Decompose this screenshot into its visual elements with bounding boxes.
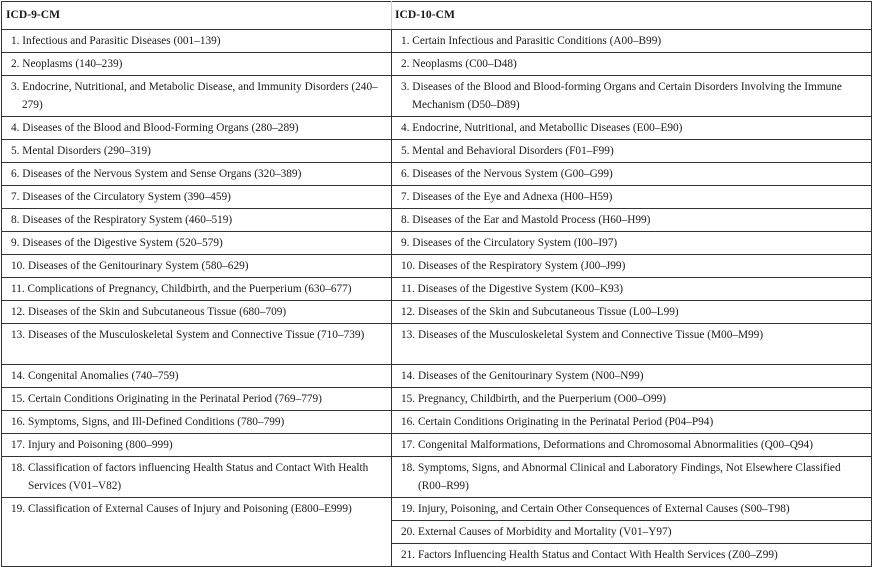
table-row xyxy=(2,140,872,163)
icd9-cell: 1. Infectious and Parasitic Diseases (001–139) xyxy=(2,30,392,53)
icd9-cell: 13. Diseases of the Musculoskeletal System and Connective Tissue (710–739) xyxy=(2,324,392,365)
icd10-cell: 20. External Causes of Morbidity and Mortality (V01–Y97) xyxy=(392,521,872,544)
icd9-cell: 16. Symptoms, Signs, and Ill-Defined Conditions (780–799) xyxy=(2,411,392,434)
icd9-cell: 3. Endocrine, Nutritional, and Metabolic Disease, and Immunity Disorders (240–279) xyxy=(2,76,392,117)
icd10-cell: 8. Diseases of the Ear and Mastold Process (H60–H99) xyxy=(392,209,872,232)
icd9-cell: 19. Classification of External Causes of Injury and Poisoning (E800–E999) xyxy=(2,498,392,567)
icd10-cell: 18. Symptoms, Signs, and Abnormal Clinical and Laboratory Findings, Not Elsewhere Classified (R00–R99) xyxy=(392,457,872,498)
table-row xyxy=(2,117,872,140)
header-icd9: ICD-9-CM xyxy=(2,2,392,30)
icd9-cell: 10. Diseases of the Genitourinary System (580–629) xyxy=(2,255,392,278)
icd-comparison-table xyxy=(1,1,872,567)
icd10-cell: 14. Diseases of the Genitourinary System (N00–N99) xyxy=(392,365,872,388)
icd10-cell: 9. Diseases of the Circulatory System (I00–I97) xyxy=(392,232,872,255)
icd10-cell: 2. Neoplasms (C00–D48) xyxy=(392,53,872,76)
icd9-cell: 6. Diseases of the Nervous System and Sense Organs (320–389) xyxy=(2,163,392,186)
table-row xyxy=(2,457,872,498)
icd10-cell: 12. Diseases of the Skin and Subcutaneous Tissue (L00–L99) xyxy=(392,301,872,324)
icd10-cell: 4. Endocrine, Nutritional, and Metabollic Diseases (E00–E90) xyxy=(392,117,872,140)
icd9-cell: 14. Congenital Anomalies (740–759) xyxy=(2,365,392,388)
icd10-cell: 1. Certain Infectious and Parasitic Conditions (A00–B99) xyxy=(392,30,872,53)
icd10-cell: 15. Pregnancy, Childbirth, and the Puerperium (O00–O99) xyxy=(392,388,872,411)
icd10-cell: 17. Congenital Malformations, Deformations and Chromosomal Abnormalities (Q00–Q94) xyxy=(392,434,872,457)
table-row xyxy=(2,498,872,521)
icd9-cell: 11. Complications of Pregnancy, Childbirth, and the Puerperium (630–677) xyxy=(2,278,392,301)
icd9-cell: 18. Classification of factors influencing Health Status and Contact With Health Services (V01–V82) xyxy=(2,457,392,498)
icd10-cell: 10. Diseases of the Respiratory System (J00–J99) xyxy=(392,255,872,278)
table-header-row xyxy=(2,2,872,30)
table-row xyxy=(2,53,872,76)
icd9-cell: 8. Diseases of the Respiratory System (460–519) xyxy=(2,209,392,232)
table-row xyxy=(2,388,872,411)
icd10-cell: 11. Diseases of the Digestive System (K00–K93) xyxy=(392,278,872,301)
table-row xyxy=(2,278,872,301)
table-row xyxy=(2,186,872,209)
icd9-cell: 17. Injury and Poisoning (800–999) xyxy=(2,434,392,457)
icd10-cell: 16. Certain Conditions Originating in the Perinatal Period (P04–P94) xyxy=(392,411,872,434)
icd9-cell: 4. Diseases of the Blood and Blood-Forming Organs (280–289) xyxy=(2,117,392,140)
icd10-cell: 19. Injury, Poisoning, and Certain Other Consequences of External Causes (S00–T98) xyxy=(392,498,872,521)
icd10-cell: 3. Diseases of the Blood and Blood-forming Organs and Certain Disorders Involving the Immune Mechanism (D50–D89) xyxy=(392,76,872,117)
table-row xyxy=(2,324,872,365)
icd9-cell: 5. Mental Disorders (290–319) xyxy=(2,140,392,163)
table-row xyxy=(2,209,872,232)
table-row xyxy=(2,255,872,278)
icd10-cell: 6. Diseases of the Nervous System (G00–G99) xyxy=(392,163,872,186)
table-row xyxy=(2,163,872,186)
icd9-cell: 2. Neoplasms (140–239) xyxy=(2,53,392,76)
table-row xyxy=(2,232,872,255)
icd10-cell: 7. Diseases of the Eye and Adnexa (H00–H59) xyxy=(392,186,872,209)
icd9-cell: 15. Certain Conditions Originating in the Perinatal Period (769–779) xyxy=(2,388,392,411)
icd9-cell: 12. Diseases of the Skin and Subcutaneous Tissue (680–709) xyxy=(2,301,392,324)
icd9-cell: 7. Diseases of the Circulatory System (390–459) xyxy=(2,186,392,209)
icd10-cell: 21. Factors Influencing Health Status and Contact With Health Services (Z00–Z99) xyxy=(392,544,872,567)
icd10-cell: 13. Diseases of the Musculoskeletal System and Connective Tissue (M00–M99) xyxy=(392,324,872,365)
table-row xyxy=(2,76,872,117)
table-row xyxy=(2,411,872,434)
table-row xyxy=(2,301,872,324)
icd9-cell: 9. Diseases of the Digestive System (520–579) xyxy=(2,232,392,255)
table-row xyxy=(2,434,872,457)
table-row xyxy=(2,30,872,53)
header-icd10: ICD-10-CM xyxy=(392,2,872,30)
table-row xyxy=(2,365,872,388)
icd10-cell: 5. Mental and Behavioral Disorders (F01–F99) xyxy=(392,140,872,163)
